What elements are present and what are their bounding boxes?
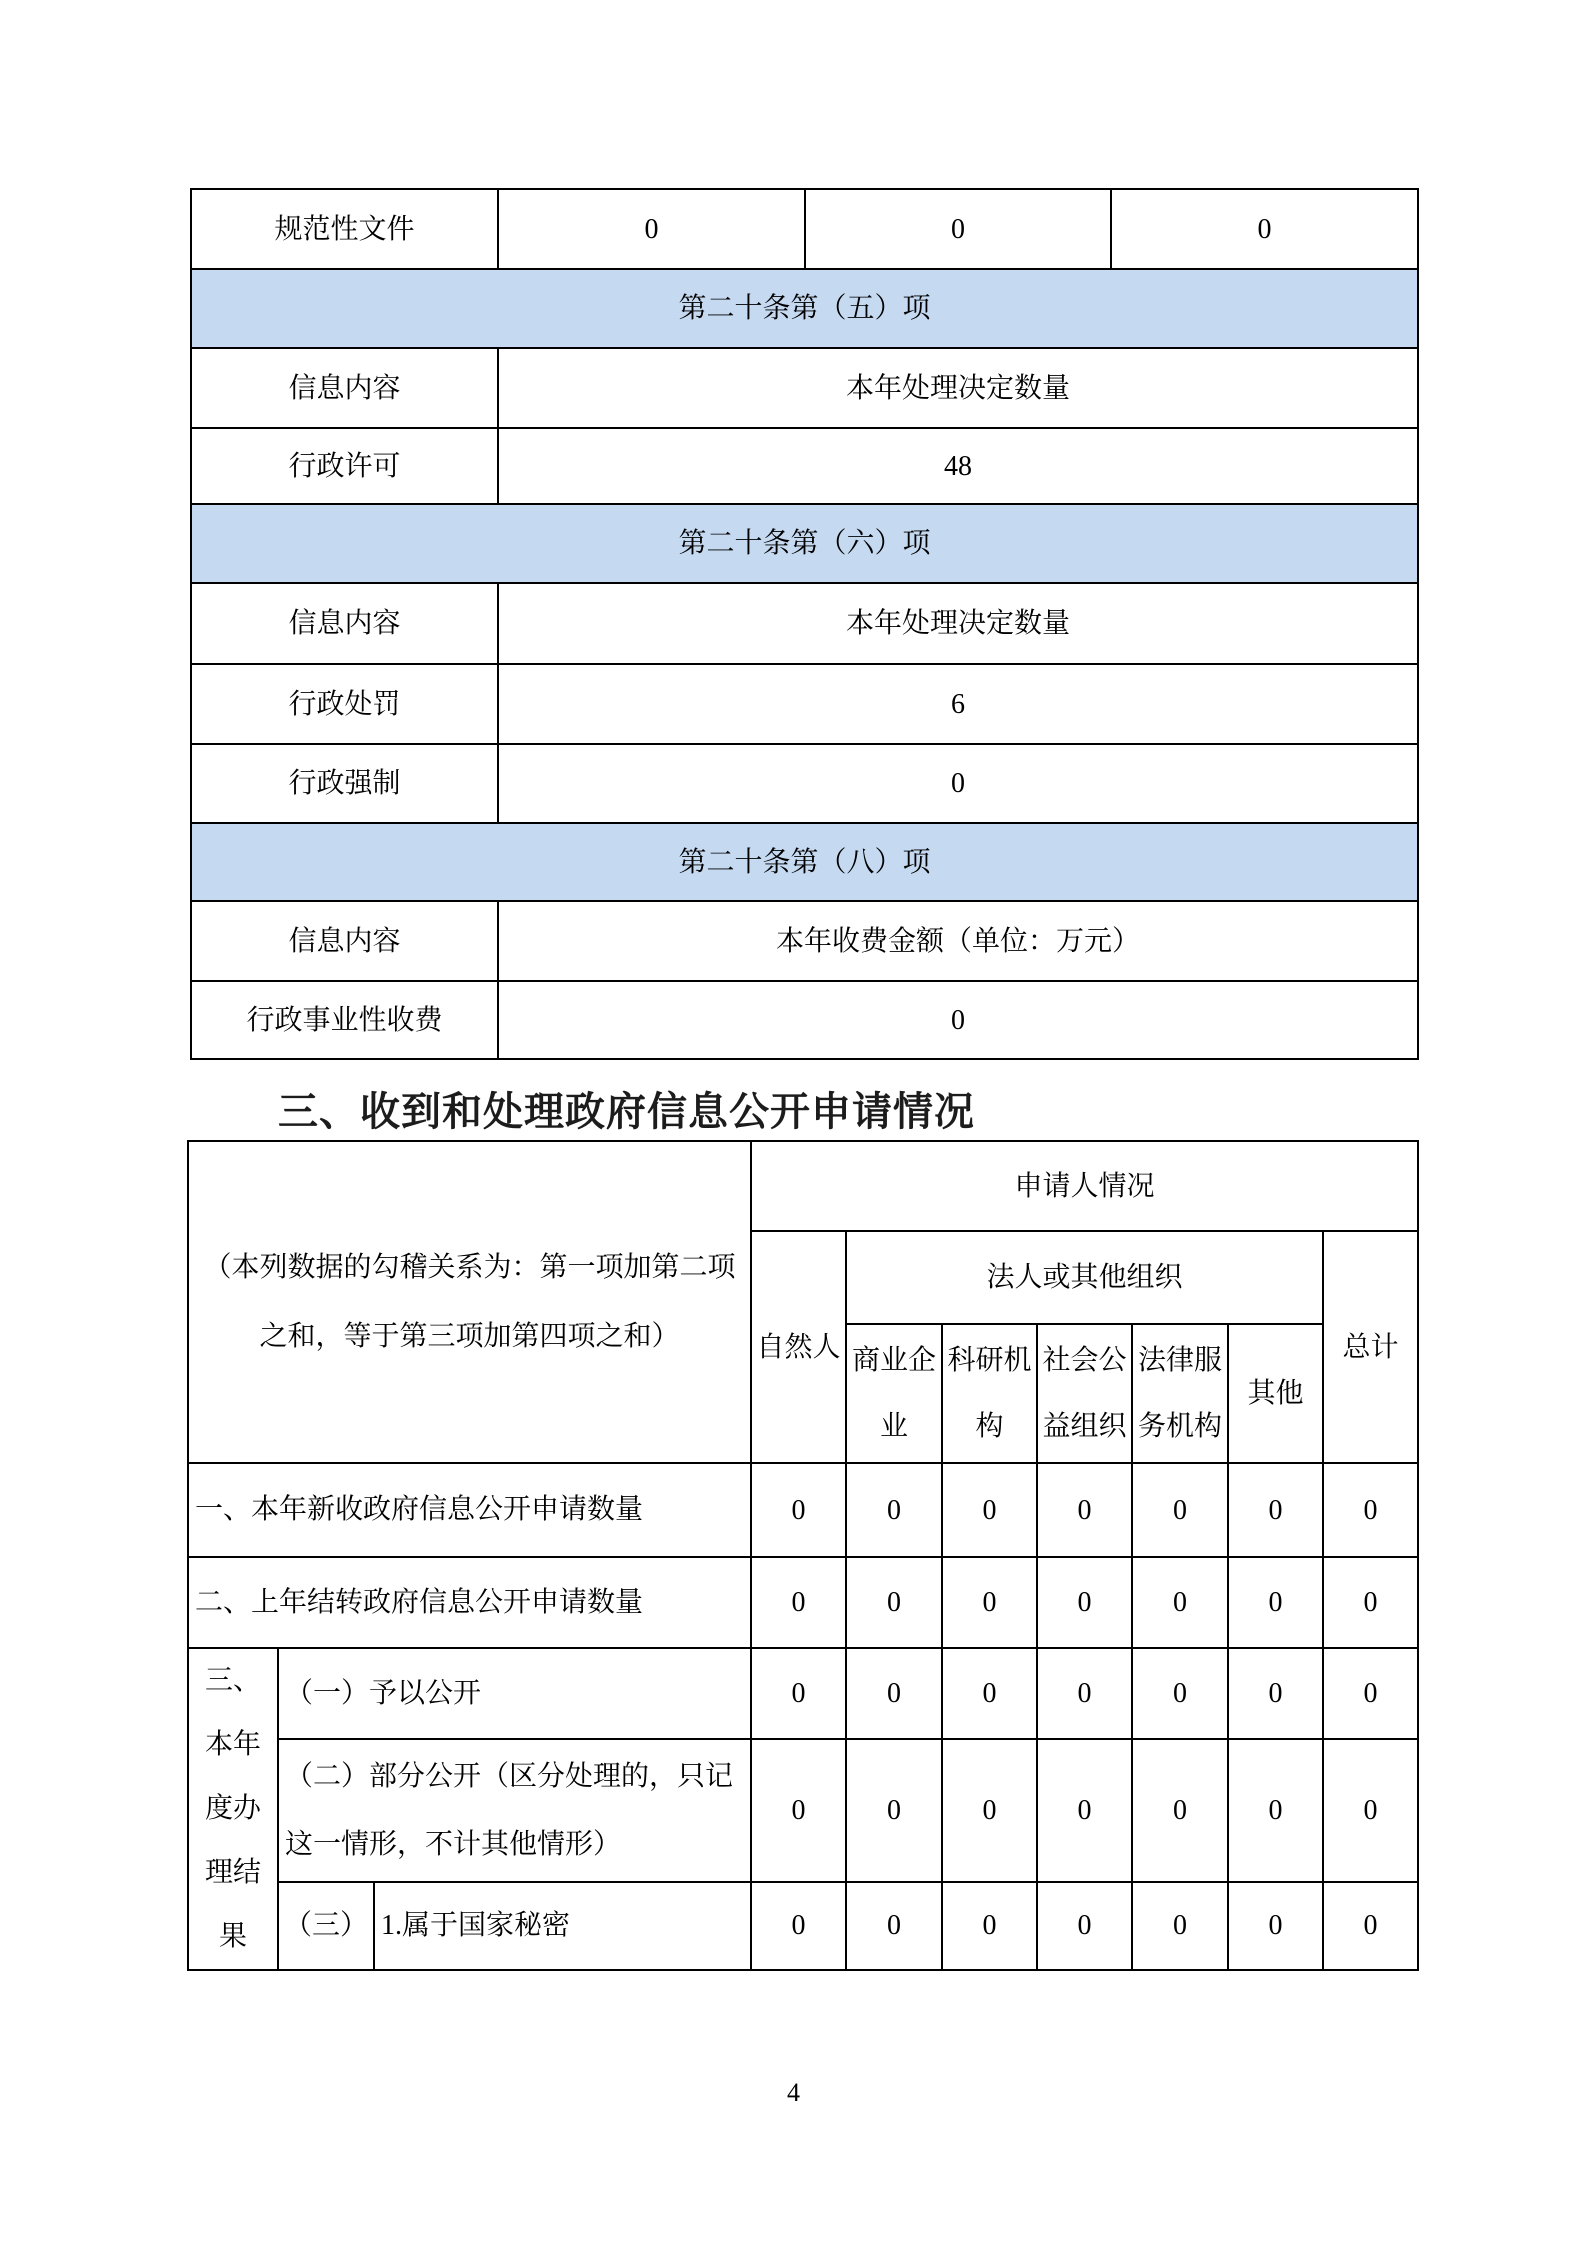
row-label: 行政事业性收费 bbox=[191, 981, 498, 1059]
value-cell: 0 bbox=[846, 1882, 942, 1970]
section-heading: 三、收到和处理政府信息公开申请情况 bbox=[278, 1089, 975, 1134]
table-row bbox=[191, 583, 1418, 664]
value-cell: 0 bbox=[498, 744, 1418, 823]
table-row bbox=[188, 1648, 1418, 1739]
row-label: 行政许可 bbox=[191, 428, 498, 504]
value-cell: 0 bbox=[1228, 1463, 1323, 1557]
row-label: 行政处罚 bbox=[191, 664, 498, 744]
section-header: 第二十条第（八）项 bbox=[191, 823, 1418, 901]
table-row bbox=[191, 428, 1418, 504]
value-cell: 0 bbox=[1323, 1557, 1418, 1648]
header-legal-org-group: 法人或其他组织 bbox=[846, 1231, 1323, 1324]
value-cell: 0 bbox=[846, 1648, 942, 1739]
value-cell: 0 bbox=[846, 1557, 942, 1648]
row-label: 信息内容 bbox=[191, 901, 498, 981]
value-cell: 0 bbox=[1132, 1739, 1228, 1881]
section-header-row bbox=[191, 823, 1418, 901]
value-cell: 0 bbox=[1228, 1739, 1323, 1881]
header-row bbox=[188, 1141, 1418, 1231]
row-label: （二）部分公开（区分处理的，只记这一情形，不计其他情形） bbox=[278, 1739, 751, 1881]
value-cell: 0 bbox=[1228, 1648, 1323, 1739]
value-cell: 0 bbox=[1228, 1882, 1323, 1970]
value-cell: 0 bbox=[751, 1557, 846, 1648]
value-cell: 0 bbox=[1323, 1882, 1418, 1970]
value-cell: 0 bbox=[942, 1739, 1037, 1881]
row-label: 信息内容 bbox=[191, 583, 498, 664]
header-applicant-group: 申请人情况 bbox=[751, 1141, 1418, 1231]
value-cell: 0 bbox=[751, 1739, 846, 1881]
statute-items-table bbox=[190, 188, 1419, 1060]
section-header-row bbox=[191, 269, 1418, 348]
value-cell: 0 bbox=[1132, 1463, 1228, 1557]
value-cell: 0 bbox=[751, 1648, 846, 1739]
value-cell: 0 bbox=[1037, 1739, 1132, 1881]
value-cell: 本年处理决定数量 bbox=[498, 348, 1418, 428]
value-cell: 0 bbox=[751, 1882, 846, 1970]
table-row bbox=[191, 348, 1418, 428]
value-cell: 0 bbox=[1037, 1557, 1132, 1648]
header-org-type: 法律服务机构 bbox=[1132, 1324, 1228, 1463]
value-cell: 0 bbox=[1132, 1648, 1228, 1739]
table-row bbox=[191, 901, 1418, 981]
section-header-row bbox=[191, 504, 1418, 583]
table-row bbox=[188, 1463, 1418, 1557]
value-cell: 0 bbox=[942, 1882, 1037, 1970]
table-row bbox=[191, 981, 1418, 1059]
value-cell: 0 bbox=[805, 189, 1111, 269]
value-cell: 0 bbox=[1323, 1463, 1418, 1557]
page-number: 4 bbox=[787, 2078, 800, 2107]
table-row bbox=[191, 744, 1418, 823]
value-cell: 0 bbox=[1323, 1739, 1418, 1881]
section-header: 第二十条第（六）项 bbox=[191, 504, 1418, 583]
section3-label: 三、本年度办理结果 bbox=[188, 1648, 278, 1970]
row-label: 信息内容 bbox=[191, 348, 498, 428]
header-org-type: 其他 bbox=[1228, 1324, 1323, 1463]
value-cell: 0 bbox=[1132, 1882, 1228, 1970]
row-label: 规范性文件 bbox=[191, 189, 498, 269]
value-cell: 0 bbox=[846, 1463, 942, 1557]
value-cell: 0 bbox=[751, 1463, 846, 1557]
row-label: 1.属于国家秘密 bbox=[374, 1882, 751, 1970]
value-cell: 0 bbox=[498, 189, 805, 269]
table-row bbox=[188, 1739, 1418, 1881]
value-cell: 0 bbox=[942, 1557, 1037, 1648]
value-cell: 0 bbox=[1323, 1648, 1418, 1739]
applications-table bbox=[187, 1140, 1419, 1971]
header-org-type: 社会公益组织 bbox=[1037, 1324, 1132, 1463]
row-label: 行政强制 bbox=[191, 744, 498, 823]
value-cell: 0 bbox=[1037, 1648, 1132, 1739]
value-cell: 0 bbox=[498, 981, 1418, 1059]
table-row bbox=[191, 189, 1418, 269]
header-org-type: 科研机构 bbox=[942, 1324, 1037, 1463]
value-cell: 0 bbox=[942, 1648, 1037, 1739]
value-cell: 6 bbox=[498, 664, 1418, 744]
table-row bbox=[188, 1557, 1418, 1648]
table-row bbox=[191, 664, 1418, 744]
value-cell: 0 bbox=[1228, 1557, 1323, 1648]
value-cell: 0 bbox=[846, 1739, 942, 1881]
value-cell: 0 bbox=[942, 1463, 1037, 1557]
header-natural-person: 自然人 bbox=[751, 1231, 846, 1463]
note-cell: （本列数据的勾稽关系为：第一项加第二项之和，等于第三项加第四项之和） bbox=[188, 1141, 751, 1463]
section-header: 第二十条第（五）项 bbox=[191, 269, 1418, 348]
row-sublabel: （三） bbox=[278, 1882, 374, 1970]
value-cell: 0 bbox=[1037, 1882, 1132, 1970]
value-cell: 48 bbox=[498, 428, 1418, 504]
header-org-type: 商业企业 bbox=[846, 1324, 942, 1463]
table-row bbox=[188, 1882, 1418, 1970]
row-label: （一）予以公开 bbox=[278, 1648, 751, 1739]
value-cell: 0 bbox=[1111, 189, 1418, 269]
value-cell: 本年收费金额（单位：万元） bbox=[498, 901, 1418, 981]
header-total: 总计 bbox=[1323, 1231, 1418, 1463]
row-label: 一、本年新收政府信息公开申请数量 bbox=[188, 1463, 751, 1557]
value-cell: 0 bbox=[1132, 1557, 1228, 1648]
value-cell: 本年处理决定数量 bbox=[498, 583, 1418, 664]
value-cell: 0 bbox=[1037, 1463, 1132, 1557]
row-label: 二、上年结转政府信息公开申请数量 bbox=[188, 1557, 751, 1648]
